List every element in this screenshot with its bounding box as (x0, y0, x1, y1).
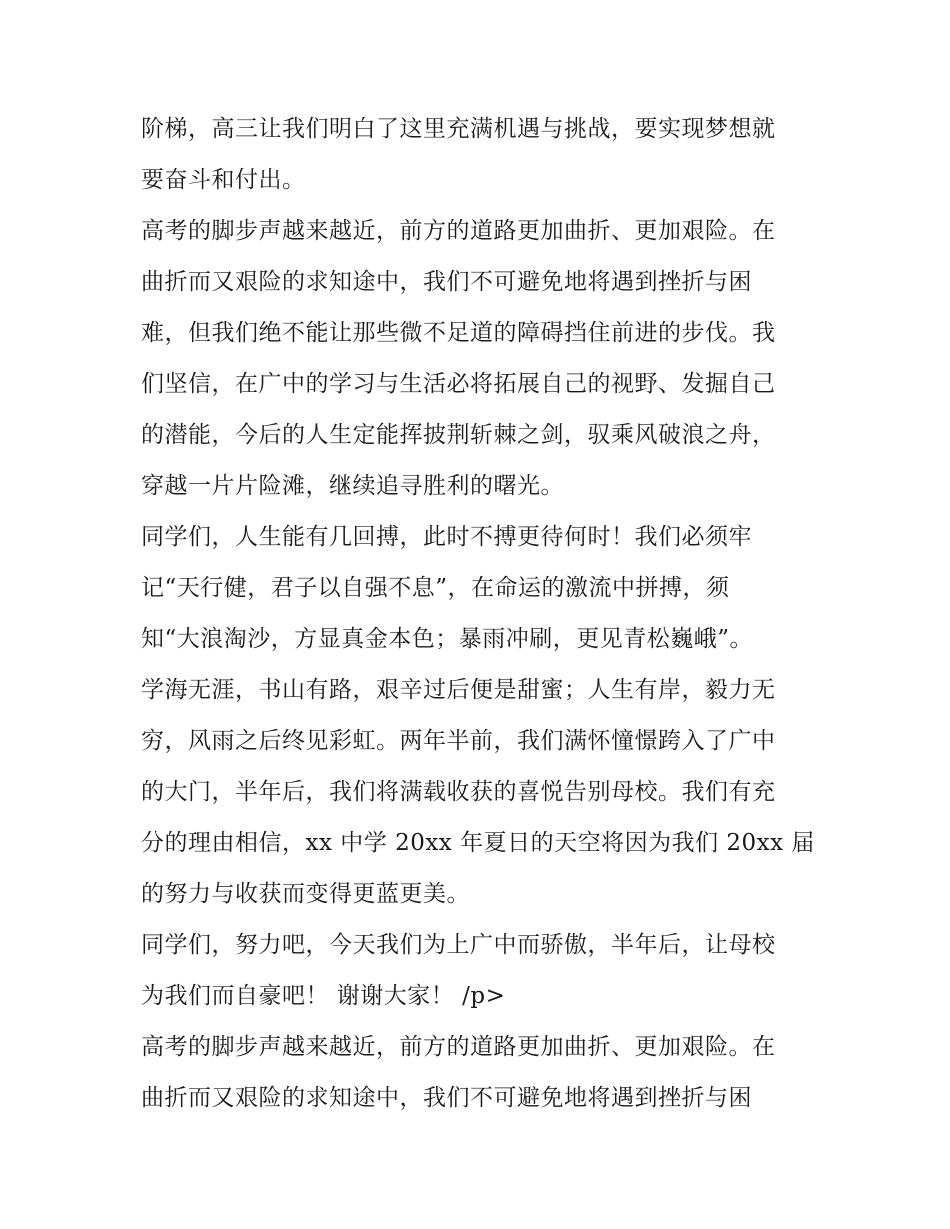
text-line: 穿越一片片险滩，继续追寻胜利的曙光。 (141, 473, 564, 499)
text-line: 阶梯，高三让我们明白了这里充满机遇与挑战，要实现梦想就 (141, 116, 776, 142)
text-line: 曲折而又艰险的求知途中，我们不可避免地将遇到挫折与困 (141, 1085, 752, 1111)
text-line: 高考的脚步声越来越近，前方的道路更加曲折、更加艰险。在 (141, 218, 776, 244)
text-line: 学海无涯，书山有路，艰辛过后便是甜蜜；人生有岸，毅力无 (141, 677, 776, 703)
text-line: 的努力与收获而变得更蓝更美。 (141, 881, 470, 907)
text-line: 们坚信，在广中的学习与生活必将拓展自己的视野、发掘自己 (141, 371, 776, 397)
text-line: 记“天行健，君子以自强不息”，在命运的激流中拼搏，须 (141, 575, 730, 601)
text-line: 分的理由相信，xx 中学 20xx 年夏日的天空将因为我们 20xx 届 (141, 830, 815, 856)
text-line: 的大门，半年后，我们将满载收获的喜悦告别母校。我们有充 (141, 779, 776, 805)
text-line: 同学们，努力吧，今天我们为上广中而骄傲，半年后，让母校 (141, 932, 776, 958)
text-line: 为我们而自豪吧！ 谢谢大家！ /p> (141, 983, 506, 1009)
text-line: 穷，风雨之后终见彩虹。两年半前，我们满怀憧憬跨入了广中 (141, 728, 776, 754)
text-line: 要奋斗和付出。 (141, 167, 306, 193)
text-line: 同学们，人生能有几回搏，此时不搏更待何时！我们必须牢 (141, 524, 752, 550)
text-line: 难，但我们绝不能让那些微不足道的障碍挡住前进的步伐。我 (141, 320, 776, 346)
body-text (141, 104, 821, 1124)
text-line: 曲折而又艰险的求知途中，我们不可避免地将遇到挫折与困 (141, 269, 752, 295)
text-line: 高考的脚步声越来越近，前方的道路更加曲折、更加艰险。在 (141, 1034, 776, 1060)
text-line: 知“大浪淘沙，方显真金本色；暴雨冲刷，更见青松巍峨”。 (141, 626, 754, 652)
text-line: 的潜能，今后的人生定能挥披荆斩棘之剑，驭乘风破浪之舟， (141, 422, 776, 448)
